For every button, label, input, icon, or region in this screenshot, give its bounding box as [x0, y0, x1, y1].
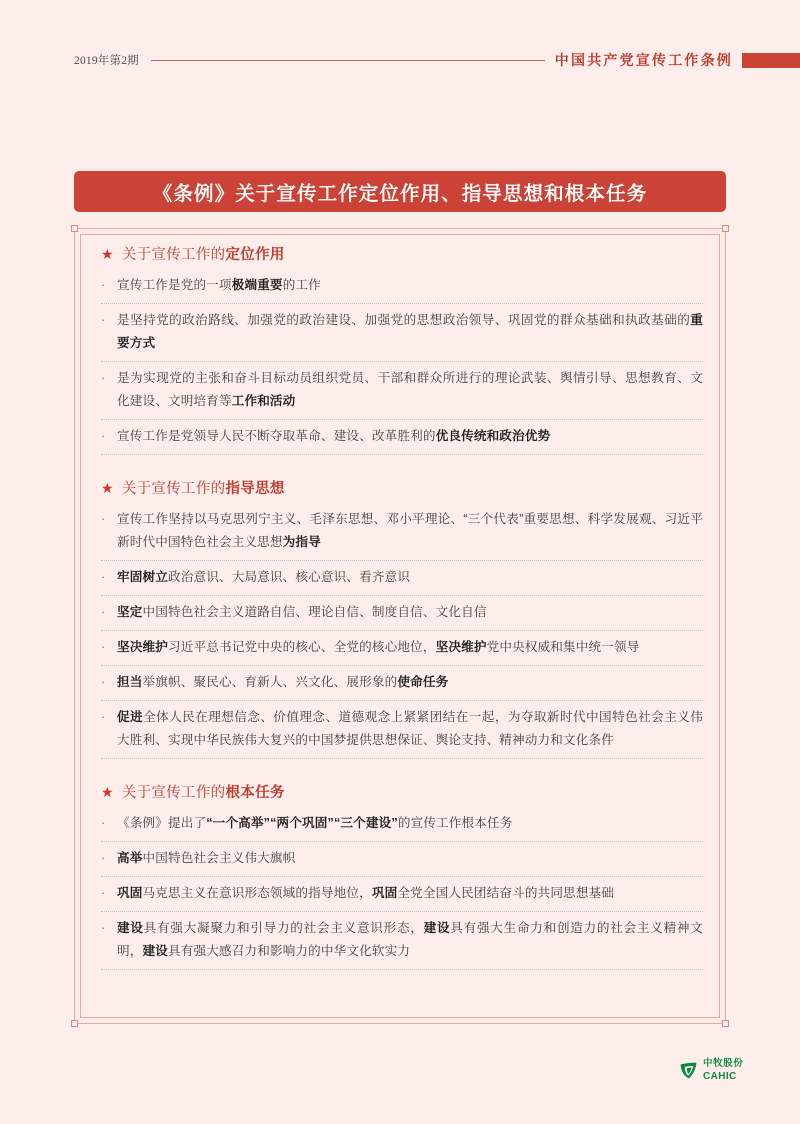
bullet-list: [101, 508, 703, 759]
list-item: [101, 566, 703, 596]
bullet-list: [101, 274, 703, 455]
bullet-dot-icon: ·: [101, 710, 106, 724]
bullet-dot-icon: ·: [101, 675, 106, 689]
text-run: 是为实现党的主张和奋斗目标动员组织党员、干部和群众所进行的理论武装、舆情引导、思想教育、文化建设、文明培育等: [117, 371, 703, 408]
emphasized-text-run: 促进: [117, 710, 144, 724]
emphasized-text-run: 使命任务: [397, 675, 449, 689]
list-item-text: [117, 566, 703, 589]
emphasized-text-run: 建设: [117, 921, 144, 935]
list-item: [101, 367, 703, 420]
emphasized-text-run: 巩固: [371, 886, 398, 900]
bullet-dot-icon: ·: [101, 429, 106, 443]
star-icon: ★: [101, 246, 114, 262]
page-title: 《条例》关于宣传工作定位作用、指导思想和根本任务: [152, 183, 648, 205]
corner-ornament-bottom-right: [722, 1020, 729, 1027]
text-run: 宣传工作坚持以马克思列宁主义、毛泽东思想、邓小平理论、“三个代表”重要思想、科学发展观、习近平新时代中国特色社会主义思想: [117, 512, 703, 549]
list-item: [101, 274, 703, 304]
list-item-text: [117, 636, 703, 659]
bullet-dot-icon: ·: [101, 640, 106, 654]
bullet-dot-icon: ·: [101, 512, 106, 526]
emphasized-text-run: 极端重要: [231, 278, 283, 292]
section-heading-prefix: 关于宣传工作的: [121, 785, 226, 801]
text-run: 宣传工作是党领导人民不断夺取革命、建设、改革胜利的: [117, 429, 436, 443]
text-run: 中国特色社会主义道路自信、理论自信、制度自信、文化自信: [142, 605, 487, 619]
list-item-text: [117, 671, 703, 694]
list-item-text: [117, 425, 703, 448]
bullet-dot-icon: ·: [101, 278, 106, 292]
corner-ornament-top-right: [722, 225, 729, 232]
emphasized-text-run: 牢固树立: [117, 570, 168, 584]
content-body: [101, 243, 703, 1013]
emphasized-text-run: 坚定: [117, 605, 143, 619]
page-header: [0, 46, 800, 74]
logo-name-cn: 中牧股份: [703, 1059, 744, 1069]
bullet-dot-icon: ·: [101, 921, 106, 935]
text-run: 党中央权威和集中统一领导: [486, 640, 640, 654]
bullet-dot-icon: ·: [101, 605, 106, 619]
text-run: 宣传工作是党的一项: [117, 278, 232, 292]
corner-ornament-bottom-left: [71, 1020, 78, 1027]
list-item: [101, 847, 703, 877]
issue-label: 2019年第2期: [74, 55, 139, 67]
text-run: 全体人民在理想信念、价值理念、道德观念上紧紧团结在一起，为夺取新时代中国特色社会主义伟大胜利、实现中华民族伟大复兴的中国梦提供思想保证、舆论支持、精神动力和文化条件: [117, 710, 703, 747]
bullet-dot-icon: ·: [101, 851, 106, 865]
text-run: 《条例》提出了: [117, 816, 207, 830]
list-item: [101, 309, 703, 362]
star-icon: ★: [101, 480, 114, 496]
list-item-text: [117, 508, 703, 554]
text-run: 政治意识、大局意识、核心意识、看齐意识: [167, 570, 411, 584]
section-heading-prefix: 关于宣传工作的: [121, 481, 226, 497]
list-item: [101, 508, 703, 561]
content-section: [101, 243, 703, 455]
list-item: [101, 601, 703, 631]
list-item: [101, 425, 703, 455]
text-run: 举旗帜、聚民心、育新人、兴文化、展形象的: [142, 675, 398, 689]
emphasized-text-run: 工作和活动: [231, 394, 296, 408]
section-heading-emphasis: 根本任务: [225, 785, 285, 801]
text-run: 中国特色社会主义伟大旗帜: [142, 851, 296, 865]
section-heading-prefix: 关于宣传工作的: [121, 247, 226, 263]
emphasized-text-run: 坚决维护: [435, 640, 487, 654]
content-section: [101, 781, 703, 970]
text-run: 是坚持党的政治路线、加强党的政治建设、加强党的思想政治领导、巩固党的群众基础和执政基础的: [117, 313, 691, 327]
star-icon: ★: [101, 784, 114, 800]
bullet-list: [101, 812, 703, 970]
list-item-text: [117, 917, 703, 963]
text-run: 习近平总书记党中央的核心、全党的核心地位，: [167, 640, 436, 654]
list-item: [101, 917, 703, 970]
section-heading: [101, 243, 703, 264]
list-item-text: [117, 601, 703, 624]
section-heading: [101, 781, 703, 802]
section-heading-emphasis: 指导思想: [225, 481, 285, 497]
list-item: [101, 882, 703, 912]
logo-wordmark: [703, 1060, 743, 1082]
emphasized-text-run: 优良传统和政治优势: [435, 429, 551, 443]
content-section: [101, 477, 703, 759]
text-run: 具有强大生命力和创造力的社会主义精神文明，: [117, 921, 703, 958]
list-item: [101, 706, 703, 759]
emphasized-text-run: 为指导: [282, 535, 321, 549]
list-item: [101, 671, 703, 701]
section-heading: [101, 477, 703, 498]
text-run: 的工作: [282, 278, 321, 292]
list-item-text: [117, 847, 703, 870]
emphasized-text-run: 建设: [142, 944, 168, 958]
emphasized-text-run: 高举: [117, 851, 143, 865]
emphasized-text-run: 担当: [117, 675, 143, 689]
emphasized-text-run: 坚决维护: [117, 640, 168, 654]
emphasized-text-run: 重要方式: [117, 313, 703, 350]
list-item-text: [117, 882, 703, 905]
header-divider-rule: [151, 60, 545, 61]
list-item: [101, 636, 703, 666]
list-item-text: [117, 367, 703, 413]
logo-name-en: CAHIC: [703, 1070, 737, 1082]
bullet-dot-icon: ·: [101, 816, 106, 830]
list-item-text: [117, 309, 703, 355]
text-run: 具有强大凝聚力和引导力的社会主义意识形态，: [143, 921, 424, 935]
list-item-text: [117, 812, 703, 835]
emphasized-text-run: 巩固: [117, 886, 143, 900]
corner-ornament-top-left: [71, 225, 78, 232]
header-accent-block: [742, 53, 800, 68]
bullet-dot-icon: ·: [101, 313, 106, 327]
bullet-dot-icon: ·: [101, 570, 106, 584]
cahic-logo-icon: [679, 1061, 699, 1081]
text-run: 全党全国人民团结奋斗的共同思想基础: [397, 886, 615, 900]
text-run: 的宣传工作根本任务: [397, 816, 513, 830]
list-item: [101, 812, 703, 842]
content-frame: [74, 228, 726, 1024]
page-title-banner: [74, 171, 726, 212]
section-heading-emphasis: 定位作用: [225, 247, 285, 263]
list-item-text: [117, 706, 703, 752]
list-item-text: [117, 274, 703, 297]
text-run: 马克思主义在意识形态领域的指导地位，: [142, 886, 372, 900]
bullet-dot-icon: ·: [101, 886, 106, 900]
bullet-dot-icon: ·: [101, 371, 106, 385]
footer-logo: [679, 1060, 743, 1082]
emphasized-text-run: “一个高举”“两个巩固”“三个建设”: [206, 816, 398, 830]
header-document-title: 中国共产党宣传工作条例: [554, 54, 733, 69]
text-run: 具有强大感召力和影响力的中华文化软实力: [168, 944, 411, 958]
emphasized-text-run: 建设: [423, 921, 451, 935]
